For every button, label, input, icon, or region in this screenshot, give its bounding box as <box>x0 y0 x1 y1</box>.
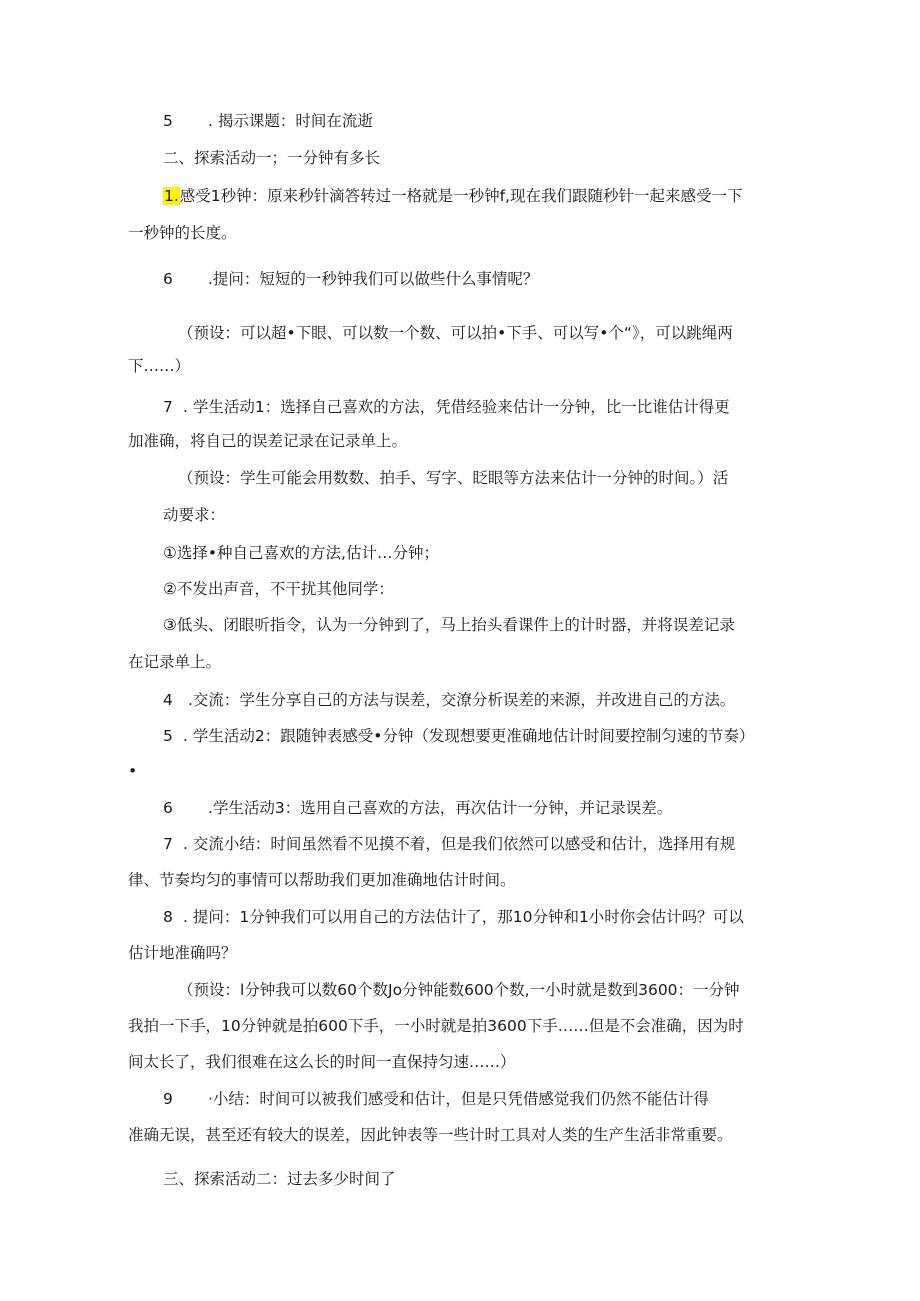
item-number: 6 <box>163 270 173 288</box>
question-one-second-line <box>163 268 538 290</box>
item-number: 8 <box>163 908 173 926</box>
preset-two-line1: （预设：学生可能会用数数、拍手、写字、眨眼等方法来估计一分钟的时间。）活 <box>178 469 729 487</box>
requirement-two: ②不发出声音，不干扰其他同学： <box>163 580 394 598</box>
preset-three-line2: 我拍一下手，10分钟就是拍600下手，一小时就是拍3600下手……但是不会准确，因为时 <box>128 1017 744 1035</box>
item-number: 9 <box>163 1090 173 1108</box>
highlighted-item-number: 1. <box>164 187 179 205</box>
feel-one-second-line1 <box>163 185 743 207</box>
section-heading-3: 三、探索活动二：过去多少时间了 <box>163 1170 396 1188</box>
activity-one-line2: 加准确，将自己的误差记录在记录单上。 <box>128 432 408 450</box>
item-text: 感受1秒钟：原来秒针滴答转过一格就是一秒钟f,现在我们跟随秒针一起来感受一下 <box>179 187 743 205</box>
section-heading-2: 二、探索活动一；一分钟有多长 <box>163 149 381 167</box>
item-text: .交流：学生分享自己的方法与误差，交潦分析误差的来源，并改进自己的方法。 <box>188 691 736 709</box>
activity-one-line1 <box>163 396 730 418</box>
preset-three-line1: （预设：l分钟我可以数60个数Jo分钟能数600个数,一小时就是数到3600：一分钟 <box>178 981 740 999</box>
item-text: . 学生活动2：跟随钟表感受•分钟（发现想要更准确地估计时间要控制匀速的节奏） <box>183 727 755 745</box>
preset-one-line2: 下……） <box>128 357 191 375</box>
activity-two-line1 <box>163 725 754 747</box>
item-text: . 学生活动1：选择自己喜欢的方法，凭借经验来估计一分钟，比一比谁估计得更 <box>183 398 730 416</box>
exchange-line <box>163 689 735 711</box>
item-text: ·小结：时间可以被我们感受和估计，但是只凭借感觉我们仍然不能估计得 <box>208 1090 709 1108</box>
summary-one-line2: 律、节奏均匀的事情可以帮助我们更加准确地估计时间。 <box>128 871 516 889</box>
summary-two-line1 <box>163 1088 709 1110</box>
item-number: 5 <box>163 112 173 130</box>
question-two-line1 <box>163 906 744 928</box>
item-number: 6 <box>163 799 173 817</box>
item-number: 7 <box>163 398 173 416</box>
item-text: . 交流小结：时间虽然看不见摸不着，但是我们依然可以感受和估计，选择用有规 <box>183 835 736 853</box>
item-text: . 提问：1分钟我们可以用自己的方法估计了，那10分钟和1小时你会估计吗？可以 <box>183 908 744 926</box>
requirement-three-line1: ③低头、闭眼听指令，认为一分钟到了，马上抬头看课件上的计时器，并将误差记录 <box>163 616 735 634</box>
requirement-three-line2: 在记录单上。 <box>128 653 222 671</box>
item-number: 4 <box>163 691 173 709</box>
preset-two-line2: 动要求： <box>163 506 226 524</box>
requirement-one: ①选择•种自己喜欢的方法,估计…分钟； <box>163 544 439 562</box>
item-number: 5 <box>163 727 173 745</box>
reveal-topic-line <box>163 110 373 132</box>
preset-three-line3: 间太长了，我们很难在这么长的时间一直保持匀速……） <box>128 1053 516 1071</box>
activity-two-line2: • <box>128 762 138 780</box>
activity-three-line <box>163 797 672 819</box>
feel-one-second-line2: 一秒钟的长度。 <box>128 224 237 242</box>
preset-one-line1: （预设：可以超•下眼、可以数一个数、可以拍•下手、可以写•个“》，可以跳绳两 <box>178 324 733 342</box>
item-text: . 揭示课题：时间在流逝 <box>208 112 373 130</box>
question-two-line2: 估计地准确吗？ <box>128 944 237 962</box>
summary-one-line1 <box>163 833 735 855</box>
summary-two-line2: 准确无误，甚至还有较大的误差，因此钟表等一些计时工具对人类的生产生活非常重要。 <box>128 1126 733 1144</box>
item-text: .提问：短短的一秒钟我们可以做些什么事情呢？ <box>208 270 539 288</box>
item-number: 7 <box>163 835 173 853</box>
item-text: .学生活动3：选用自己喜欢的方法，再次估计一分钟，并记录误差。 <box>208 799 673 817</box>
